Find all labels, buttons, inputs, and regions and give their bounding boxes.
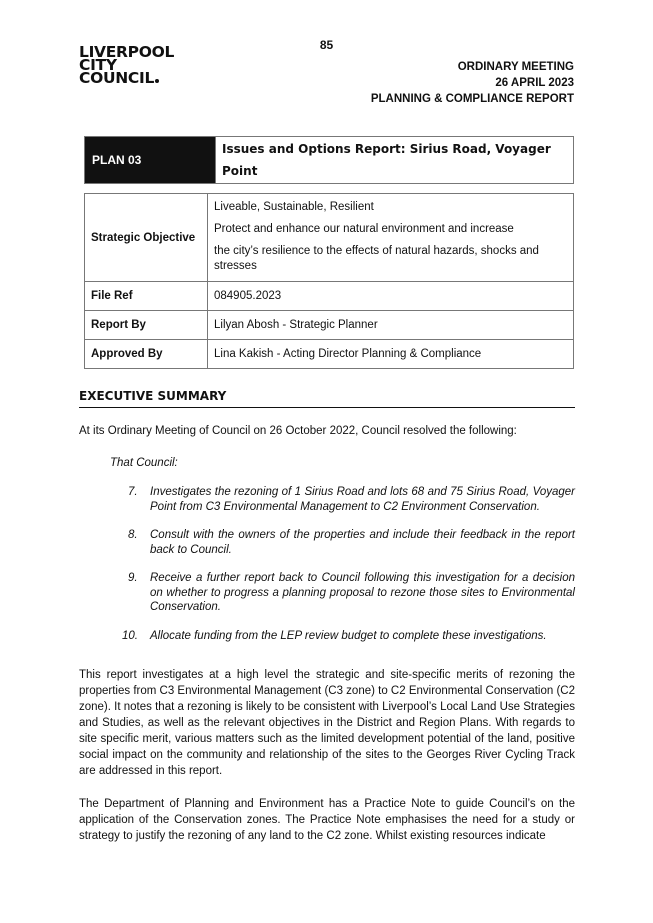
approved-by-value: Lina Kakish - Acting Director Planning & Compliance [208,340,574,369]
report-by-value: Lilyan Abosh - Strategic Planner [208,311,574,340]
resolution-text: Consult with the owners of the properties and include their feedback in the report back to Council. [150,529,575,556]
resolution-text: Investigates the rezoning of 1 Sirius Road and lots 68 and 75 Sirius Road, Voyager Point from C3 Environmental Management to C2 Environment Conservation. [150,486,575,513]
resolution-item [128,485,575,514]
executive-summary-heading: EXECUTIVE SUMMARY [79,389,575,408]
summary-paragraph-1: This report investigates at a high level the strategic and site-specific merits of rezoning the properties from C3 Environmental Management (C3 zone) to C2 Environmental Conservation (C2 zone). It notes that a rezoning is likely to be consistent with Liverpool’s Local Land Use Strategies and Studies, as well as the relevant objectives in the District and Region Plans. With regards to site specific merit, various matters such as the limited development potential of the land, positive social impact on the community and relationship of the sites to the Georges River Cycling Track are addressed in this report. [79,669,576,777]
resolution-item [122,629,575,644]
summary-paragraph-2: The Department of Planning and Environment has a Practice Note to guide Council’s on the application of the Conservation zones. The Practice Note emphasises the need for a study or strategy to justify the rezoning of any land to the C2 zone. Whilst existing resources indicate [79,798,575,842]
meeting-header [371,59,574,107]
resolution-item [128,571,575,615]
report-by-label: Report By [85,311,208,340]
plan-header-table [84,136,574,184]
strategic-objective-line: Protect and enhance our natural environment and increase [214,223,514,235]
page-number: 85 [319,38,334,52]
meeting-date: 26 APRIL 2023 [495,77,574,89]
resolution-number: 8. [128,529,138,541]
strategic-objective-label: Strategic Objective [85,194,208,282]
file-ref-label: File Ref [85,282,208,311]
strategic-objective-line: Liveable, Sustainable, Resilient [214,201,374,213]
resolution-number: 9. [128,572,138,584]
resolution-number: 10. [122,629,138,642]
file-ref-value: 084905.2023 [208,282,574,311]
approved-by-label: Approved By [85,340,208,369]
resolution-text: Receive a further report back to Council following this investigation for a decision on whether to progress a planning proposal to rezone those sites to Environmental Conservation. [150,572,575,613]
that-council-label: That Council: [110,457,178,469]
report-name: PLANNING & COMPLIANCE REPORT [370,93,574,105]
logo-line: CITY [79,56,117,74]
summary-intro: At its Ordinary Meeting of Council on 26 October 2022, Council resolved the following: [79,425,517,437]
plan-title: Issues and Options Report: Sirius Road, Voyager Point [216,137,574,184]
strategic-objective-value [208,194,574,282]
council-logo [79,43,175,87]
logo-line: COUNCIL [79,72,174,85]
resolution-list [122,485,575,657]
strategic-objective-line: the city’s resilience to the effects of natural hazards, shocks and stresses [214,245,539,272]
logo-line: LIVERPOOL [79,43,175,61]
resolution-number: 7. [128,486,138,498]
resolution-item [128,528,575,557]
logo-dot-icon [155,79,159,83]
meeting-type: ORDINARY MEETING [457,61,574,73]
resolution-text: Allocate funding from the LEP review budget to complete these investigations. [150,629,547,642]
report-meta-table [84,193,574,369]
plan-code: PLAN 03 [85,137,216,184]
